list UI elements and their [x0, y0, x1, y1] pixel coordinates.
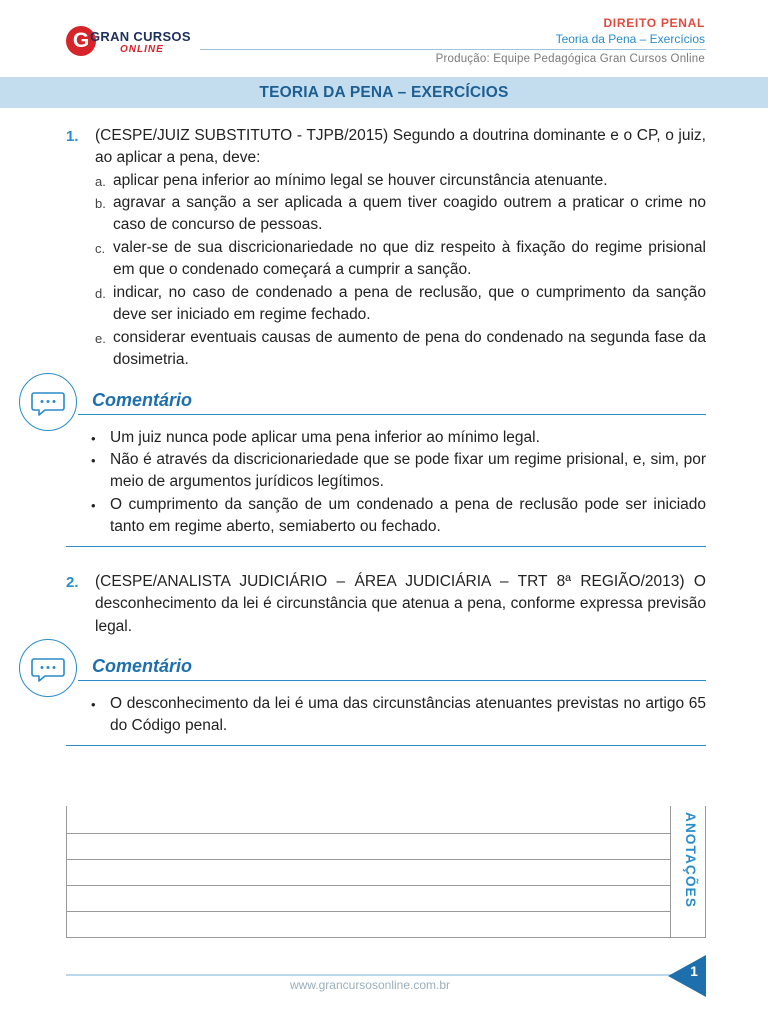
bullet-dot: • — [91, 431, 96, 446]
comment-bullet-text: Um juiz nunca pode aplicar uma pena inferior ao mínimo legal. — [110, 429, 540, 446]
speech-bubble-icon — [19, 639, 77, 697]
section-separator — [66, 546, 706, 547]
header-topic: Teoria da Pena – Exercícios — [555, 32, 705, 46]
bullet-dot: • — [91, 453, 96, 468]
comment-badge — [19, 639, 77, 697]
notes-line — [66, 885, 671, 886]
section-separator — [66, 745, 706, 746]
option-text-a: aplicar pena inferior ao mínimo legal se houver circunstância atenuante. — [113, 172, 608, 189]
comment-title: Comentário — [92, 390, 193, 410]
notes-divider — [670, 806, 671, 938]
question-text: (CESPE/JUIZ SUBSTITUTO - TJPB/2015) Segundo a doutrina dominante e o CP, o juiz, ao aplicar a pena, deve: — [95, 127, 706, 167]
footer-url[interactable]: www.grancursosonline.com.br — [289, 978, 451, 992]
notes-label: ANOTAÇÕES — [683, 812, 698, 909]
comment-underline — [78, 680, 706, 681]
notes-line — [66, 911, 671, 912]
question-number: 1. — [66, 128, 79, 145]
comment-bullet-text: O desconhecimento da lei é uma das circunstâncias atenuantes previstas no artigo 65 do Código penal. — [110, 695, 706, 735]
option-text-b: agravar a sanção a ser aplicada a quem tiver coagido outrem a praticar o crime no caso de concurso de pessoas. — [113, 194, 706, 234]
page-title-bar — [0, 77, 768, 108]
option-letter-c: c. — [95, 241, 106, 256]
option-text-d: indicar, no caso de condenado a pena de reclusão, que o cumprimento da sanção deve ser iniciado em regime fechado. — [113, 284, 706, 324]
notes-line — [66, 833, 671, 834]
footer-line — [66, 974, 676, 976]
option-letter-a: a. — [95, 174, 106, 189]
page-title: TEORIA DA PENA – EXERCÍCIOS — [259, 83, 509, 101]
option-text-c: valer-se de sua discricionariedade no que diz respeito à fixação do regime prisional em que o condenado começará a cumprir a sanção. — [113, 239, 706, 279]
question-number: 2. — [66, 574, 79, 591]
logo-word-gran-cursos: GRAN CURSOS — [90, 29, 191, 44]
bullet-dot: • — [91, 697, 96, 712]
logo-word-online: ONLINE — [120, 44, 164, 55]
speech-bubble-icon — [19, 373, 77, 431]
option-letter-d: d. — [95, 286, 106, 301]
comment-underline — [78, 414, 706, 415]
comment-bullet-text: Não é através da discricionariedade que se pode fixar um regime prisional, e, sim, por meio de argumentos jurídicos legítimos. — [110, 451, 706, 491]
comment-badge — [19, 373, 77, 431]
comment-bullet-text: O cumprimento da sanção de um condenado a pena de reclusão pode ser iniciado tanto em regime aberto, semiaberto ou fechado. — [110, 496, 706, 536]
option-letter-b: b. — [95, 196, 106, 211]
header-subject: DIREITO PENAL — [603, 16, 705, 30]
bullet-dot: • — [91, 498, 96, 513]
brand-logo — [66, 26, 192, 58]
page-number: 1 — [690, 963, 698, 979]
option-letter-e: e. — [95, 331, 106, 346]
notes-line — [66, 859, 671, 860]
header-divider — [200, 49, 706, 50]
option-text-e: considerar eventuais causas de aumento de pena do condenado na segunda fase da dosimetria. — [113, 329, 706, 369]
header-production-credit: Produção: Equipe Pedagógica Gran Cursos Online — [435, 53, 705, 65]
notes-area[interactable] — [66, 806, 706, 938]
logo-g-icon: G — [66, 26, 96, 56]
comment-title: Comentário — [92, 656, 193, 676]
question-text: (CESPE/ANALISTA JUDICIÁRIO – ÁREA JUDICIÁRIA – TRT 8ª REGIÃO/2013) O desconhecimento da lei é circunstância que atenua a pena, conforme expressa previsão legal. — [95, 573, 706, 635]
